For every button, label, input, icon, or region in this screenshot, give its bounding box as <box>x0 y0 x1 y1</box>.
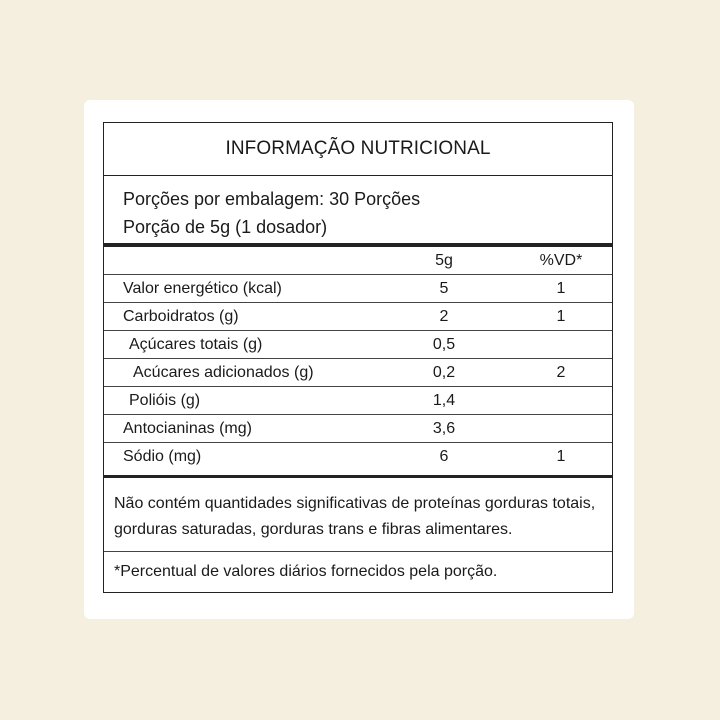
nutrient-name: Sódio (mg) <box>123 448 202 465</box>
table-row <box>104 275 612 303</box>
nutrient-vd: 1 <box>556 308 566 325</box>
nutrient-vd: 1 <box>556 448 566 465</box>
nutrient-qty: 0,5 <box>432 336 456 353</box>
table-title: INFORMAÇÃO NUTRICIONAL <box>104 123 612 176</box>
servings-per-package: Porções por embalagem: 30 Porções <box>123 189 421 209</box>
nutrient-qty: 5 <box>439 280 449 297</box>
table-row <box>104 359 612 387</box>
table-row <box>104 331 612 359</box>
nutrient-qty: 0,2 <box>432 364 456 381</box>
table-row <box>104 387 612 415</box>
portion-size: Porção de 5g (1 dosador) <box>123 217 328 237</box>
nutrient-vd: 2 <box>556 364 566 381</box>
nutrient-name: Carboidratos (g) <box>123 308 239 325</box>
nutrient-vd: 1 <box>556 280 566 297</box>
nutrient-name: Antocianinas (mg) <box>123 420 252 437</box>
nutrient-name: Polióis (g) <box>129 392 201 409</box>
servings-info <box>104 176 612 245</box>
nutrient-qty: 2 <box>439 308 449 325</box>
nutrient-qty: 6 <box>439 448 449 465</box>
disclaimer-note: Não contém quantidades significativas de proteínas gorduras totais, gorduras saturadas, gorduras trans e fibras alimentares. <box>104 478 612 552</box>
header-row <box>104 247 612 275</box>
nutrient-name: Acúcares adicionados (g) <box>133 364 314 381</box>
nutrient-name: Açúcares totais (g) <box>129 336 263 353</box>
nutrient-name: Valor energético (kcal) <box>123 280 282 297</box>
footnote: *Percentual de valores diários fornecidos pela porção. <box>114 563 498 580</box>
column-header-qty: 5g <box>435 252 453 269</box>
table-row <box>104 443 612 471</box>
nutrient-qty: 1,4 <box>432 392 456 409</box>
nutrient-qty: 3,6 <box>432 420 456 437</box>
table-row <box>104 415 612 443</box>
column-header-vd: %VD* <box>539 252 583 269</box>
table-row <box>104 303 612 331</box>
nutrition-facts-table <box>103 122 613 593</box>
